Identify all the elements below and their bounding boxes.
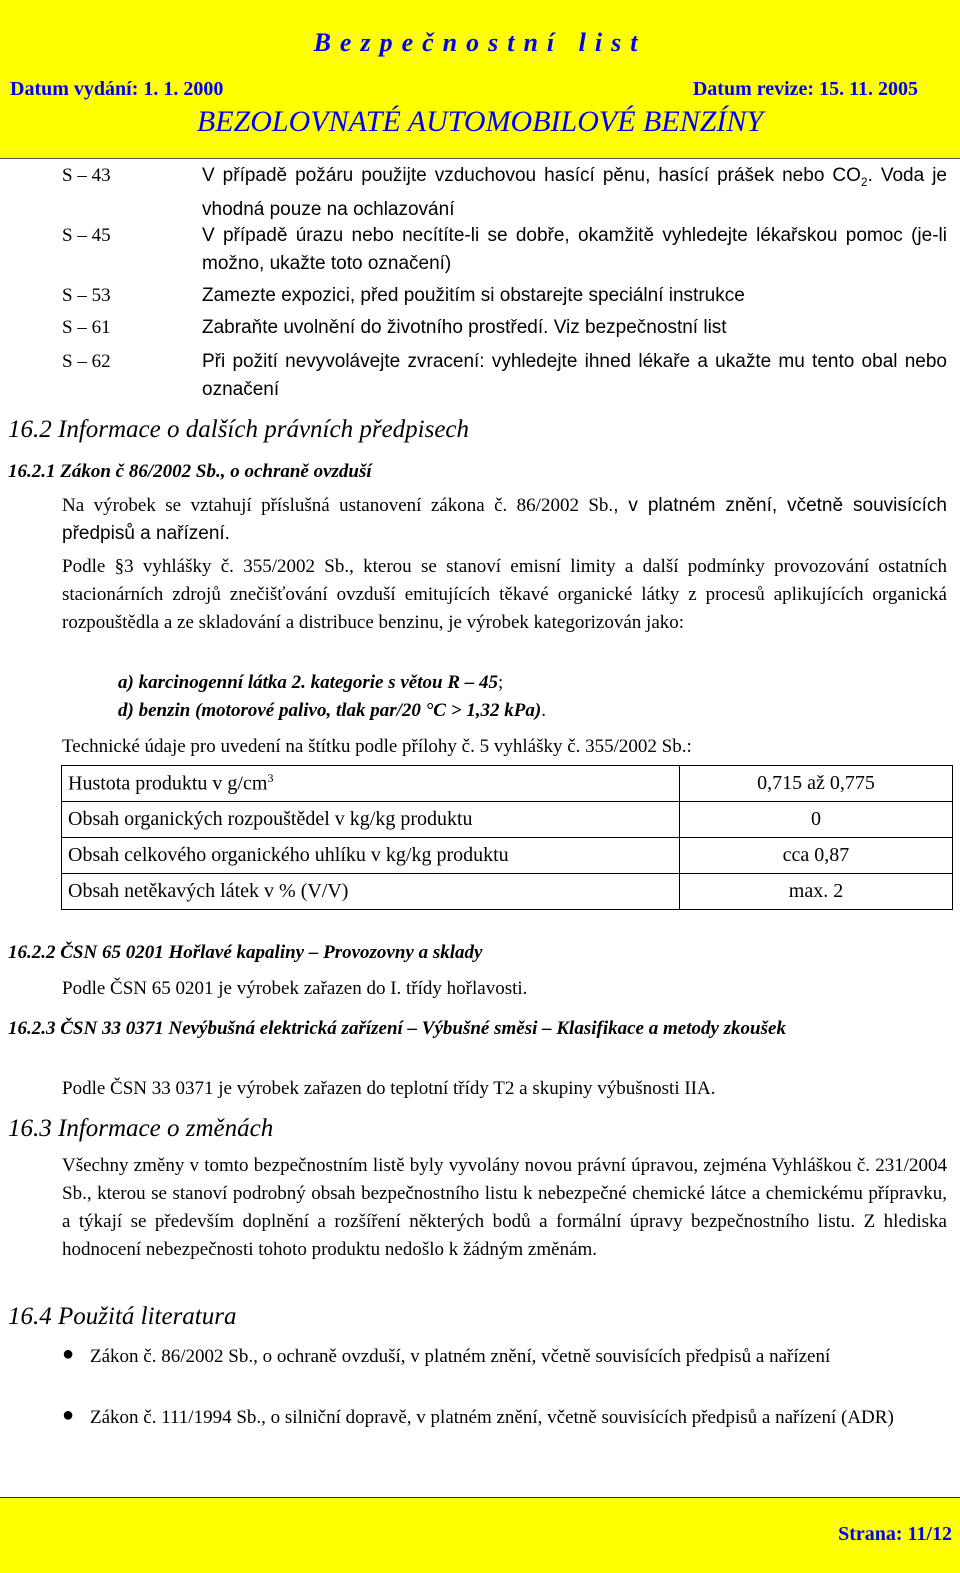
heading-part: Nevýbušná elektrická zařízení – Výbušné směsi – Klasifikace a metody zkoušek: [168, 1018, 786, 1039]
s-phrase-text-part: . Voda je vhodná pouze na ochlazování: [202, 165, 947, 220]
subsection-heading-16-2-3: [8, 1015, 893, 1043]
page-header: [0, 0, 960, 159]
s-phrase-code: S – 61: [62, 317, 111, 338]
category-d: [118, 700, 546, 722]
paragraph-part: Podle §3 vyhlášky č. 355/2002 Sb.: [62, 556, 350, 577]
page-footer: [0, 1497, 960, 1573]
s-phrase-text: [202, 162, 947, 224]
table-cell-value: cca 0,87: [680, 838, 953, 874]
heading-part: , o ochraně ovzduší: [220, 461, 372, 482]
issue-date: Datum vydání: 1. 1. 2000: [10, 78, 224, 100]
paragraph: Podle ČSN 33 0371 je výrobek zařazen do teplotní třídy T2 a skupiny výbušnosti IIA.: [62, 1078, 716, 1099]
tech-note: Technické údaje pro uvedení na štítku podle přílohy č. 5 vyhlášky č. 355/2002 Sb.:: [62, 736, 692, 757]
heading-part: 16.2.3 ČSN 33 0371: [8, 1018, 169, 1039]
superscript: 3: [267, 771, 274, 786]
category-text: ;: [498, 672, 504, 693]
s-phrase-code: S – 53: [62, 285, 111, 306]
category-text: a) karcinogenní látka 2. kategorie s větou R – 45: [118, 672, 498, 693]
paragraph: Podle ČSN 65 0201 je výrobek zařazen do I. třídy hořlavosti.: [62, 978, 528, 999]
s-phrase-text-part: V případě požáru použijte vzduchovou hasící pěnu, hasící prášek nebo CO: [202, 165, 861, 186]
heading-part: 16.2.2 ČSN 65 0201: [8, 942, 169, 963]
s-phrase-code: S – 62: [62, 351, 111, 372]
paragraph: [62, 553, 947, 637]
subsection-heading-16-2-1: [8, 461, 372, 483]
category-a: [118, 672, 503, 694]
table-row: [62, 766, 953, 802]
s-phrase-code: S – 45: [62, 225, 111, 246]
paragraph-part: , kterou se stanoví emisní limity a další podmínky provozování ostatních stacionárních zdrojů znečišťování ovzduší emitujících těkavé organické látky z procesů aplikujících organická rozpouštědla a ze skladování a distribuce benzinu, je výrobek kategorizován jako:: [62, 556, 947, 633]
table-row: [62, 838, 953, 874]
s-phrase-text: Zamezte expozici, před použitím si obstarejte speciální instrukce: [202, 285, 745, 306]
section-heading-16-2: 16.2 Informace o dalších právních předpisech: [8, 416, 470, 443]
revision-date: Datum revize: 15. 11. 2005: [692, 78, 918, 100]
table-row: [62, 874, 953, 910]
category-text: .: [541, 700, 546, 721]
paragraph-part: Na výrobek se vztahují příslušná ustanovení zákona č. 86/2002 Sb.: [62, 495, 614, 516]
list-item: Zákon č. 111/1994 Sb., o silniční dopravě, v platném znění, včetně souvisících předpisů a nařízení (ADR): [90, 1407, 894, 1428]
table-cell-label: Obsah celkového organického uhlíku v kg/kg produktu: [62, 838, 680, 874]
table-cell-value: 0,715 až 0,775: [680, 766, 953, 802]
table-cell-label: [62, 766, 680, 802]
table-cell-label: Obsah netěkavých látek v % (V/V): [62, 874, 680, 910]
heading-part: Hořlavé kapaliny – Provozovny a sklady: [168, 942, 483, 963]
paragraph: [62, 492, 947, 548]
bullet-icon: ●: [62, 1343, 75, 1365]
table-cell-label: Obsah organických rozpouštědel v kg/kg produktu: [62, 802, 680, 838]
s-phrase-text: V případě úrazu nebo necítíte-li se dobře, okamžitě vyhledejte lékařskou pomoc (je-li možno, ukažte toto označení): [202, 225, 947, 274]
list-item: Zákon č. 86/2002 Sb., o ochraně ovzduší, v platném znění, včetně souvisících předpisů a nařízení: [90, 1346, 831, 1367]
s-phrase-text: Při požití nevyvolávejte zvracení: vyhledejte ihned lékaře a ukažte mu tento obal nebo označení: [202, 351, 947, 400]
section-heading-16-3: 16.3 Informace o změnách: [8, 1115, 274, 1142]
cell-text: Hustota produktu v g/cm: [68, 772, 268, 795]
technical-data-table: [61, 765, 953, 910]
s-phrase-text: Zabraňte uvolnění do životního prostředí. Viz bezpečnostní list: [202, 317, 727, 338]
table-cell-value: 0: [680, 802, 953, 838]
product-name: BEZOLOVNATÉ AUTOMOBILOVÉ BENZÍNY: [196, 105, 764, 138]
document-title: Bezpečnostní list: [313, 28, 647, 57]
section-heading-16-4: 16.4 Použitá literatura: [8, 1303, 237, 1330]
paragraph-part: , v platném znění, včetně souvisících předpisů a nařízení.: [62, 495, 947, 544]
category-text: d) benzin (motorové palivo, tlak par/20 °C > 1,32 kPa): [118, 700, 542, 721]
page-number: Strana: 11/12: [838, 1523, 952, 1545]
paragraph: Všechny změny v tomto bezpečnostním listě byly vyvolány novou právní úpravou, zejména Vyhláškou č. 231/2004 Sb., kterou se stanoví podrobný obsah bezpečnostního listu k nebezpečné chemické látce a chemickému přípravku, a týkají se především doplnění a rozšíření některých bodů a formální úpravy bezpečnostního listu. Z hlediska hodnocení nebezpečnosti tohoto produktu nedošlo k žádným změnám.: [62, 1155, 947, 1260]
s-phrase-code: S – 43: [62, 165, 111, 186]
subscript: 2: [860, 174, 868, 189]
bullet-icon: ●: [62, 1404, 75, 1426]
table-row: [62, 802, 953, 838]
heading-part: 16.2.1 Zákon č 86/2002 Sb.: [8, 461, 221, 482]
table-cell-value: max. 2: [680, 874, 953, 910]
subsection-heading-16-2-2: [8, 942, 482, 964]
